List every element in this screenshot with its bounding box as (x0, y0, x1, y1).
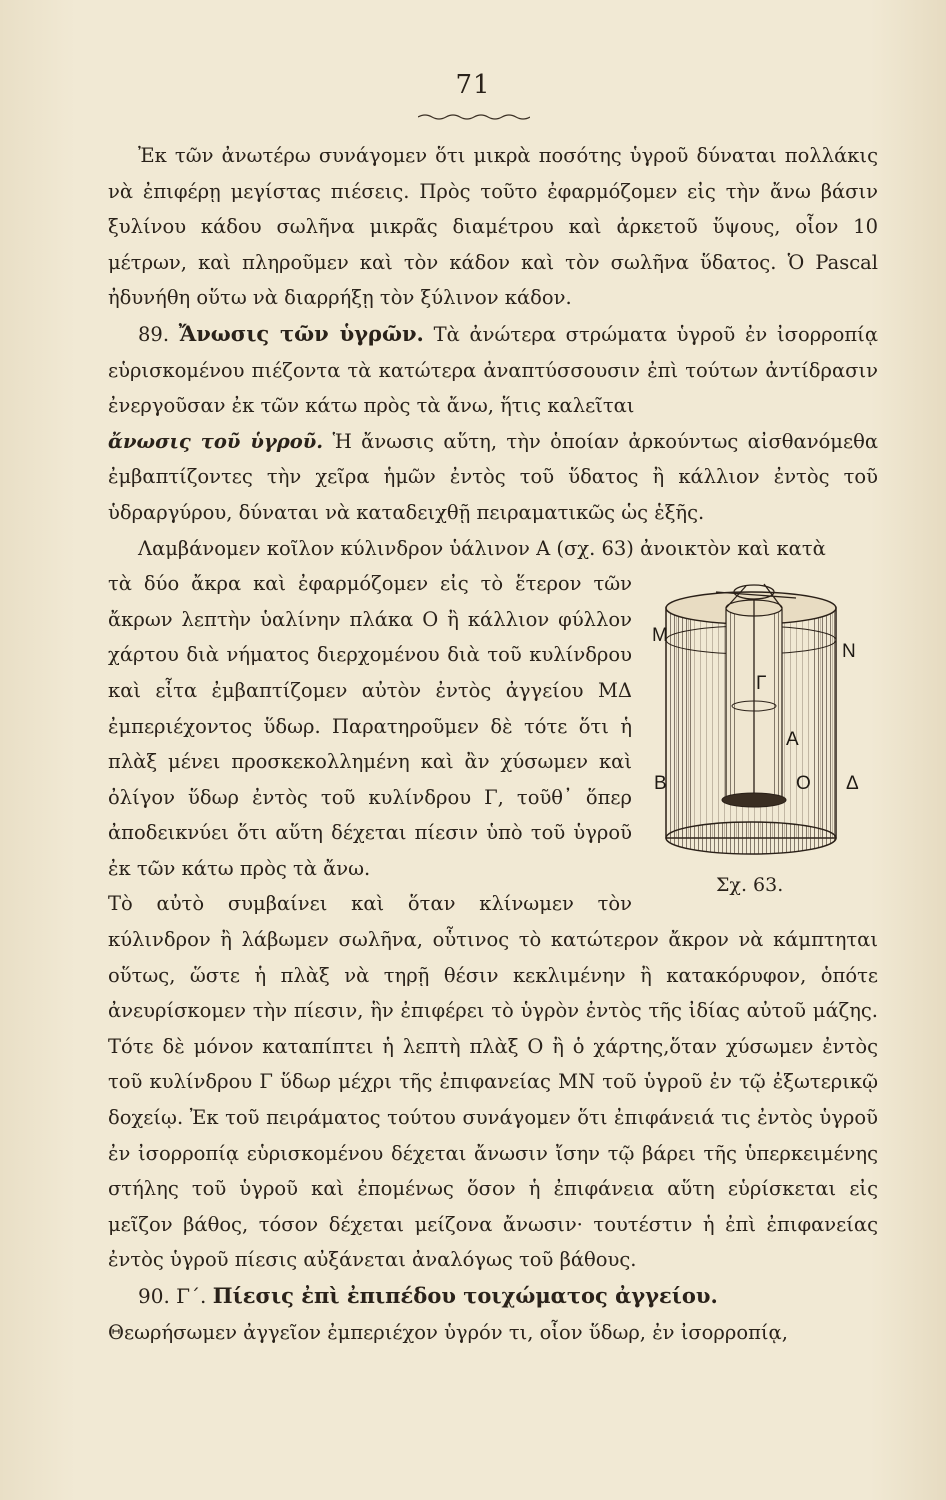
section-89-title: Ἄνωσις τῶν ὑγρῶν. (178, 320, 424, 346)
paragraph-intro: Ἐκ τῶν ἀνωτέρω συνάγομεν ὅτι μικρὰ ποσότης ὑγροῦ δύναται πολλάκις νὰ ἐπιφέρῃ μεγίστας πιέσεις. Πρὸς τοῦτο ἐφαρμόζομεν εἰς τὴν ἄνω βάσιν ξυλίνου κάδου σωλῆνα μικρᾶς διαμέτρου καὶ ἀρκετοῦ ὕψους, οἷον 10 μέτρων, καὶ πληροῦμεν καὶ τὸν κάδον καὶ τὸν σωλῆνα ὕδατος. Ὁ Pascal ἠδυνήθη οὕτω νὰ διαρρήξῃ τὸν ξύλινον κάδον. (108, 144, 878, 310)
figure-caption: Σχ. 63. (716, 874, 784, 897)
section-90-text: Θεωρήσωμεν ἀγγεῖον ἐμπεριέχον ὑγρόν τι, οἷον ὕδωρ, ἐν ἰσορροπίᾳ, (108, 1320, 788, 1344)
label-A: Α (786, 729, 799, 751)
section-89-cont (108, 424, 878, 531)
body-text (108, 138, 878, 1350)
label-M: M (652, 625, 668, 647)
page-number-rule (418, 113, 530, 121)
figure-63 (646, 570, 878, 900)
page-number: 71 (455, 70, 491, 100)
section-89-number: 89. (138, 322, 170, 346)
section-90-number: 90. Γ΄. (138, 1284, 207, 1308)
section-89-text-c: Λαμβάνομεν κοῖλον κύλινδρον ὑάλινον Α (σχ. 63) ἀνοικτὸν καὶ κατὰ (138, 536, 826, 560)
label-G: Γ (756, 673, 767, 695)
section-90-title: Πίεσις ἐπὶ ἐπιπέδου τοιχώματος ἀγγείου. (212, 1283, 718, 1308)
section-89-text-b: Ἡ ἄνωσις αὕτη, τὴν ὁποίαν ἀρκούντως αἰσθανόμεθα ἐμβαπτίζοντες τὴν χεῖρα ἡμῶν ἐντὸς τοῦ ὕδατος ἢ κάλλιον ἐντὸς τοῦ ὑδραργύρου, δύναται νὰ καταδειχθῇ πειραματικῶς ὡς ἑξῆς. (108, 429, 878, 524)
label-B: B (654, 773, 667, 795)
section-89-text-a: Τὰ ἀνώτερα στρώματα ὑγροῦ ἐν ἰσορροπίᾳ εὑρισκομένου πιέζοντα τὰ κατώτερα ἀναπτύσσουσιν ἐπὶ τούτων ἀντίδρασιν ἐνεργοῦσαν ἐκ τῶν κάτω πρὸς τὰ ἄνω, ἥτις καλεῖται (108, 322, 879, 418)
section-89-text-d: τὰ δύο ἄκρα καὶ ἐφαρμόζομεν εἰς τὸ ἕτερον τῶν ἄκρων λεπτὴν ὑαλίνην πλάκα Ο ἢ κάλλιον φύλλον χάρτου διὰ νήματος διερχομένου διὰ τοῦ κυλίνδρου καὶ εἶτα ἐμβαπτίζομεν αὐτὸν ἐντὸς ἀγγείου ΜΔ ἐμπεριέχοντος ὕδωρ. Παρατηροῦμεν δὲ τότε ὅτι ἡ πλὰξ μένει προσκεκολλημένη καὶ ἂν χύσωμεν καὶ ὀλίγον ὕδωρ ἐντὸς τοῦ κυλίνδρου Γ, τοῦθ᾽ ὅπερ ἀποδεικνύει ὅτι αὕτη δέχεται πίεσιν ὑπὸ τοῦ ὑγροῦ ἐκ τῶν κάτω πρὸς τὰ ἄνω. (108, 572, 632, 880)
section-90 (108, 1278, 878, 1315)
section-89-text-e: Τὸ αὐτὸ συμβαίνει καὶ ὅταν κλίνωμεν τὸν κύλινδρον ἢ λάβωμεν σωλῆνα, οὗτινος τὸ κατώτερον ἄκρον νὰ κάμπτηται οὕτως, ὥστε ἡ πλὰξ νὰ τηρῇ θέσιν κεκλιμένην ἢ κατακόρυφον, ὁπότε ἀνευρίσκομεν τὴν πίεσιν, ἣν ἐπιφέρει τὸ ὑγρὸν ἐντὸς τῆς ἰδίας αὐτοῦ μάζης. Τότε δὲ μόνον καταπίπτει ἡ λεπτὴ πλὰξ Ο ἢ ὁ χάρτης,ὅταν χύσωμεν ἐντὸς τοῦ κυλίνδρου Γ ὕδωρ μέχρι τῆς ἐπιφανείας ΜΝ τοῦ ὑγροῦ ἐν τῷ ἐξωτερικῷ δοχείῳ. Ἐκ τοῦ πειράματος τούτου συνάγομεν ὅτι ἐπιφάνειά τις ἐντὸς ὑγροῦ ἐν ἰσορροπίᾳ εὑρισκομένου δέχεται ἄνωσιν ἴσην τῷ βάρει τῆς ὑπερκειμένης στήλης τοῦ ὑγροῦ καὶ ἐπομένως ὅσον ἡ ἐπιφάνεια αὕτη εὑρίσκεται εἰς μεῖζον βάθος, τόσον δέχεται μείζονα ἄνωσιν· τουτέστιν ἡ ἐπὶ ἐπιφανείας ἐντὸς ὑγροῦ πίεσις αὐξάνεται ἀναλόγως τοῦ βάθους. (108, 892, 878, 1272)
label-O: O (796, 773, 811, 795)
cylinder-apparatus-illustration (646, 570, 878, 860)
section-89 (108, 316, 878, 424)
label-N: N (842, 641, 856, 663)
section-89-emphasis: ἄνωσις τοῦ ὑγροῦ. (108, 429, 324, 453)
label-D: Δ (846, 773, 859, 795)
